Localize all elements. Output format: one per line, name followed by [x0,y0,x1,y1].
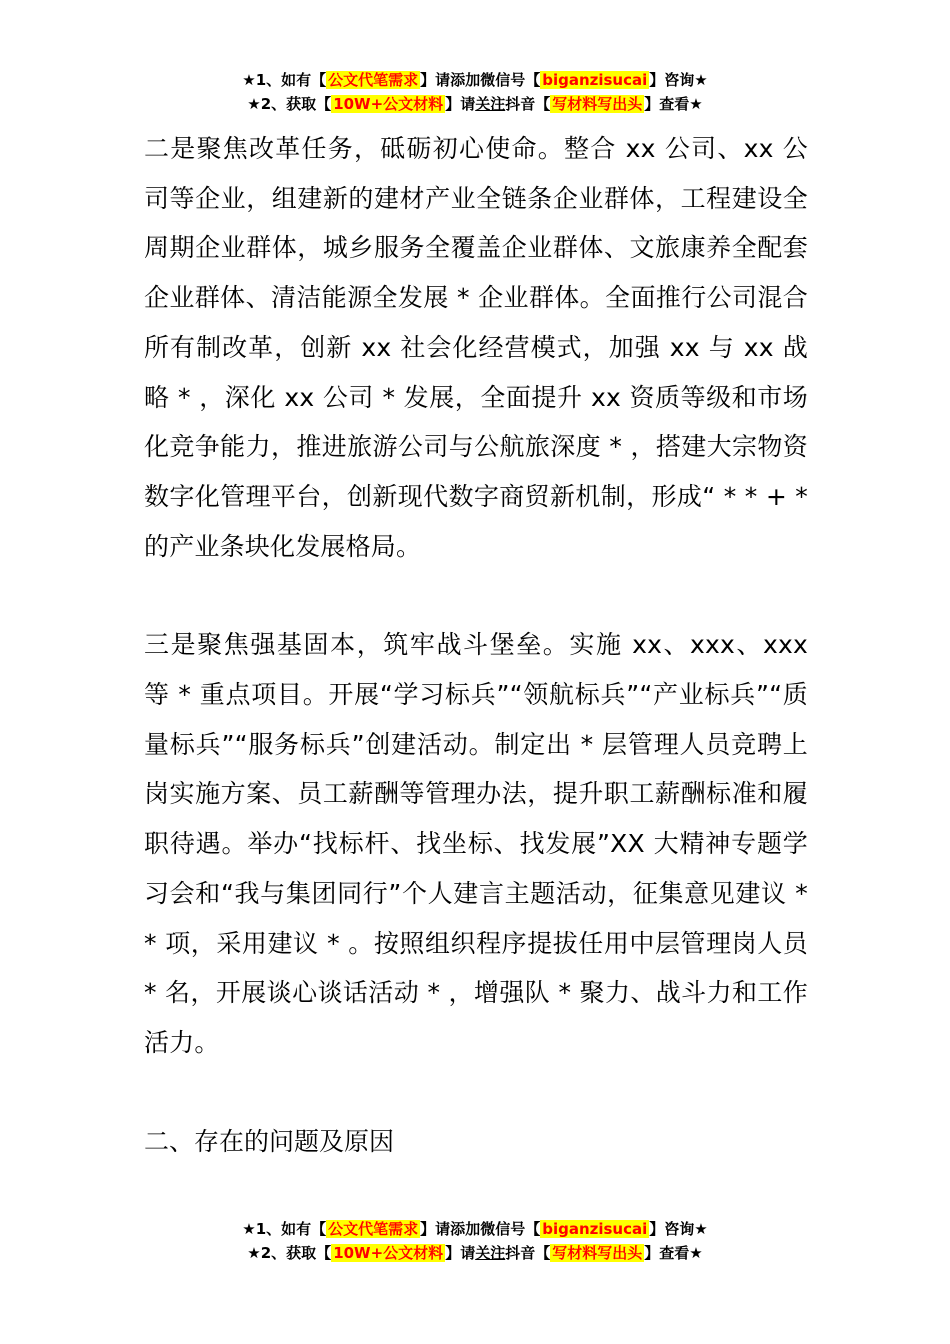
document-body [144,124,808,1166]
footer-banner [0,1217,950,1265]
header-banner [0,68,950,116]
highlight-service: 公文代笔需求 [328,71,419,89]
banner-line-2: ★2、获取【 10W+公文材料 】请关注抖音【 写材料写出头 】查看★ [247,95,703,113]
paragraph-foundation: 三是聚焦强基固本，筑牢战斗堡垒。实施 xx、xxx、xxx 等 * 重点项目。开展“学习标兵”“领航标兵”“产业标兵”“质量标兵”“服务标兵”创建活动。制定出 * 层管理人员竞聘上岗实施方案、员工薪酬等管理办法，提升职工薪酬标准和履职待遇。举办“找标杆、找坐标、找发展”XX 大精神专题学习会和“我与集团同行”个人建言主题活动，征集意见建议 * * 项，采用建议 * 。按照组织程序提拔任用中层管理岗人员 * 名，开展谈心谈话活动 * ，增强队 * 聚力、战斗力和工作活力。 [144,630,808,1057]
footer-highlight-service: 公文代笔需求 [328,1220,419,1238]
highlight-douyin: 写材料写出头 [552,95,643,113]
section-heading: 二、存在的问题及原因 [144,1126,395,1156]
banner-line-1: ★1、如有【 公文代笔需求 】请添加微信号【 biganzisucai 】咨询★ [242,71,708,89]
footer-highlight-materials: 10W+公文材料 [333,1244,444,1262]
highlight-wechat-id: biganzisucai [542,71,648,89]
highlight-materials: 10W+公文材料 [333,95,444,113]
footer-line-2: ★2、获取【 10W+公文材料 】请关注抖音【 写材料写出头 】查看★ [247,1244,703,1262]
footer-highlight-douyin: 写材料写出头 [552,1244,643,1262]
footer-highlight-wechat-id: biganzisucai [542,1220,648,1238]
footer-line-1: ★1、如有【 公文代笔需求 】请添加微信号【 biganzisucai 】咨询★ [242,1220,708,1238]
paragraph-reform: 二是聚焦改革任务，砥砺初心使命。整合 xx 公司、xx 公司等企业，组建新的建材产业全链条企业群体，工程建设全周期企业群体，城乡服务全覆盖企业群体、文旅康养全配套企业群体、清洁能源全发展 * 企业群体。全面推行公司混合所有制改革，创新 xx 社会化经营模式，加强 xx 与 xx 战略 * ，深化 xx 公司 * 发展，全面提升 xx 资质等级和市场化竞争能力，推进旅游公司与公航旅深度 * ，搭建大宗物资数字化管理平台，创新现代数字商贸新机制，形成“ * * + * 的产业条块化发展格局。 [144,134,808,561]
